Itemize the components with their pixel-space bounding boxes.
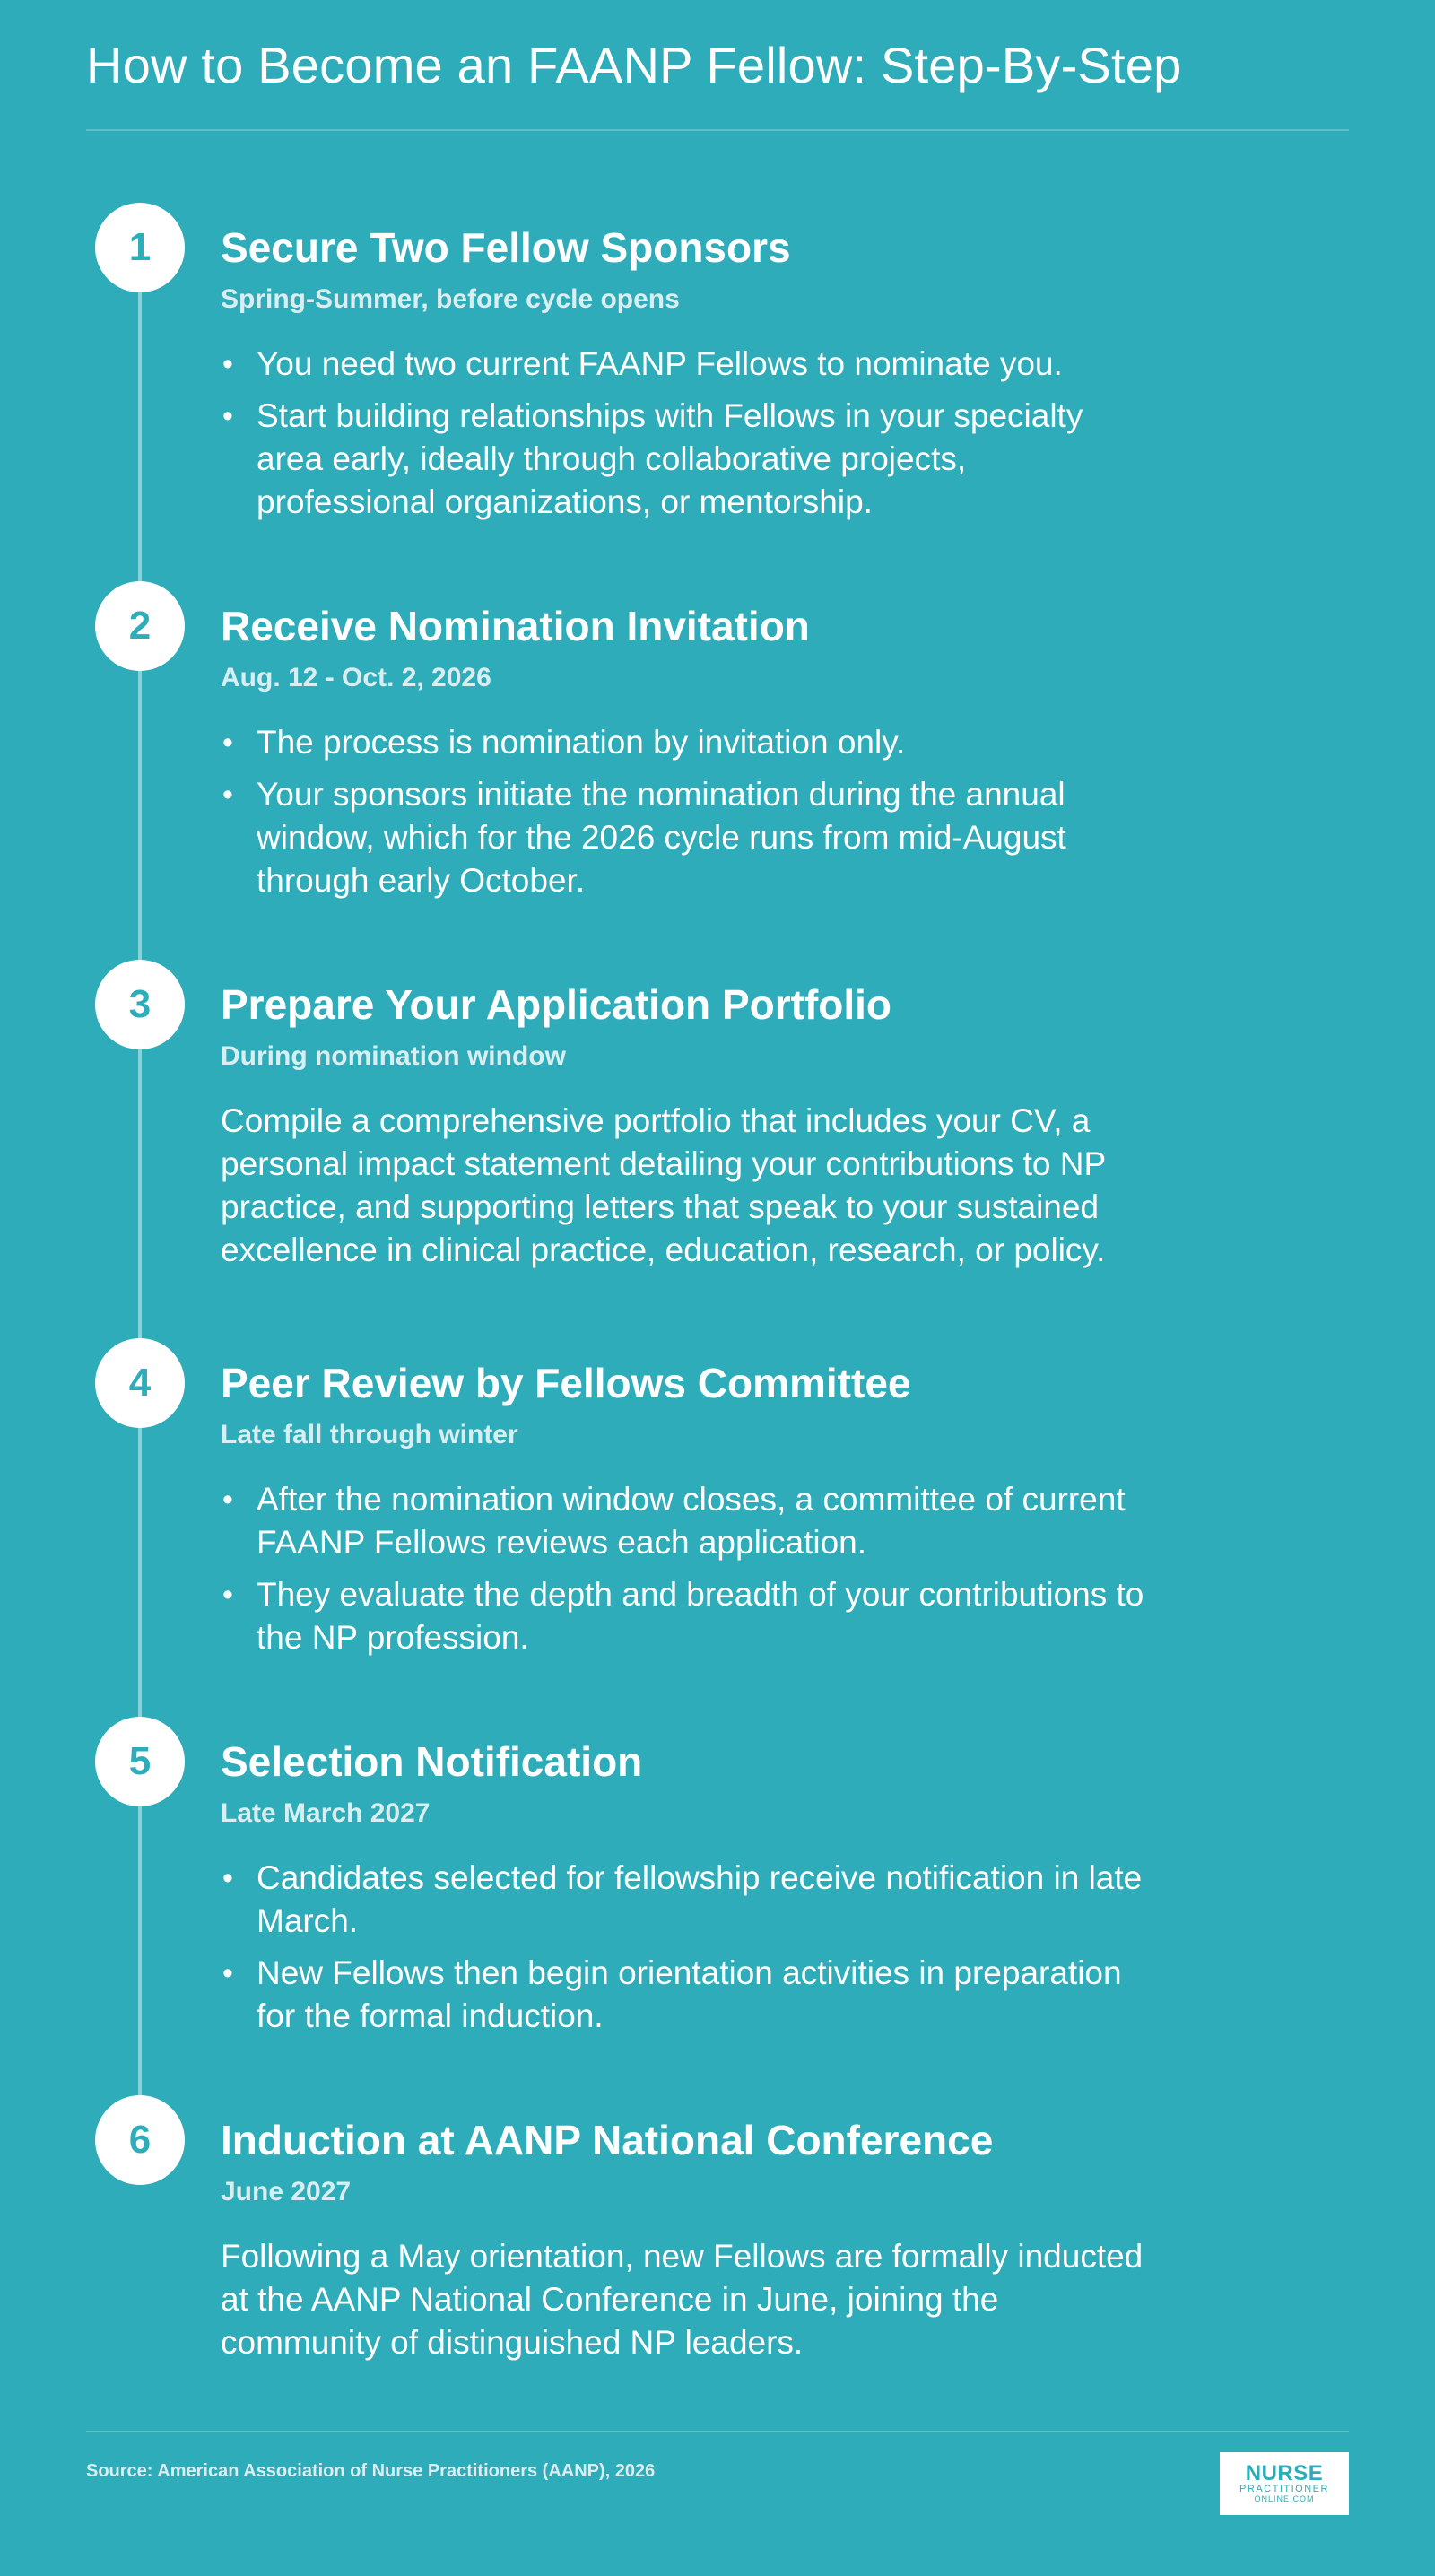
list-item-text: Start building relationships with Fellows in your specialty area early, ideally through collaborative projects, professional organizations, or mentorship.: [257, 397, 1083, 520]
step-title: Prepare Your Application Portfolio: [221, 981, 892, 1028]
step-timing: Late March 2027: [221, 1798, 430, 1828]
step-bullet-list: [221, 721, 1153, 902]
list-item-text: New Fellows then begin orientation activities in preparation for the formal induction.: [257, 1954, 1122, 2034]
logo-wordmark-middle: PRACTITIONER: [1239, 2484, 1329, 2494]
bullet-icon: •: [222, 1861, 233, 1895]
step-number-badge: 3: [95, 960, 185, 1049]
page-title: How to Become an FAANP Fellow: Step-By-Step: [86, 37, 1182, 93]
step-content: [221, 581, 1153, 911]
list-item: [221, 773, 1153, 902]
bullet-icon: •: [222, 399, 233, 433]
step-title: Secure Two Fellow Sponsors: [221, 224, 791, 271]
step-timing: Spring-Summer, before cycle opens: [221, 284, 680, 314]
list-item: [221, 395, 1153, 524]
list-item: [221, 721, 1153, 764]
step-description: Following a May orientation, new Fellows are formally inducted at the AANP National Conference in June, joining the community of distinguished NP leaders.: [221, 2238, 1144, 2361]
step-number-badge: 4: [95, 1338, 185, 1428]
list-item: [221, 1573, 1153, 1659]
step-bullet-list: [221, 1857, 1153, 2038]
bullet-icon: •: [222, 1956, 233, 1990]
list-item-text: Your sponsors initiate the nomination during the annual window, which for the 2026 cycle runs from mid-August through early October.: [257, 776, 1066, 899]
step-timing: Aug. 12 - Oct. 2, 2026: [221, 663, 491, 692]
step-title: Selection Notification: [221, 1738, 643, 1785]
list-item-text: Candidates selected for fellowship receive notification in late March.: [257, 1859, 1143, 1939]
bullet-icon: •: [222, 726, 233, 760]
step-content: [221, 2095, 1153, 2364]
step-title: Peer Review by Fellows Committee: [221, 1360, 911, 1406]
step-content: [221, 1717, 1153, 2047]
list-item-text: They evaluate the depth and breadth of your contributions to the NP profession.: [257, 1576, 1144, 1656]
step-title: Induction at AANP National Conference: [221, 2117, 994, 2163]
list-item-text: You need two current FAANP Fellows to nominate you.: [257, 345, 1063, 382]
step-title: Receive Nomination Invitation: [221, 603, 810, 649]
bullet-icon: •: [222, 778, 233, 812]
timeline-line: [138, 248, 142, 2140]
header-divider: [86, 129, 1349, 131]
logo-wordmark-bottom: ONLINE.COM: [1254, 2494, 1315, 2503]
list-item: [221, 343, 1153, 386]
list-item: [221, 1952, 1153, 2038]
bullet-icon: •: [222, 1483, 233, 1517]
step-bullet-list: [221, 343, 1153, 524]
step-number-badge: 2: [95, 581, 185, 671]
step-number-badge: 6: [95, 2095, 185, 2185]
step-content: [221, 203, 1153, 533]
step-content: [221, 960, 1153, 1272]
step-bullet-list: [221, 1478, 1153, 1659]
step-number-badge: 5: [95, 1717, 185, 1806]
step-description: Compile a comprehensive portfolio that includes your CV, a personal impact statement detailing your contributions to NP practice, and supporting letters that speak to your sustained excellence in clinical practice, education, research, or policy.: [221, 1102, 1106, 1268]
list-item-text: After the nomination window closes, a committee of current FAANP Fellows reviews each application.: [257, 1481, 1126, 1561]
footer-divider: [86, 2431, 1349, 2432]
step-timing: During nomination window: [221, 1041, 566, 1071]
list-item-text: The process is nomination by invitation only.: [257, 724, 906, 761]
list-item: [221, 1857, 1153, 1943]
bullet-icon: •: [222, 347, 233, 381]
list-item: [221, 1478, 1153, 1564]
step-timing: Late fall through winter: [221, 1420, 518, 1449]
step-number-badge: 1: [95, 203, 185, 292]
step-content: [221, 1338, 1153, 1668]
bullet-icon: •: [222, 1578, 233, 1612]
logo-wordmark-top: NURSE: [1245, 2461, 1324, 2485]
source-citation: Source: American Association of Nurse Practitioners (AANP), 2026: [86, 2461, 656, 2481]
brand-logo: [1220, 2452, 1349, 2515]
step-timing: June 2027: [221, 2177, 352, 2206]
